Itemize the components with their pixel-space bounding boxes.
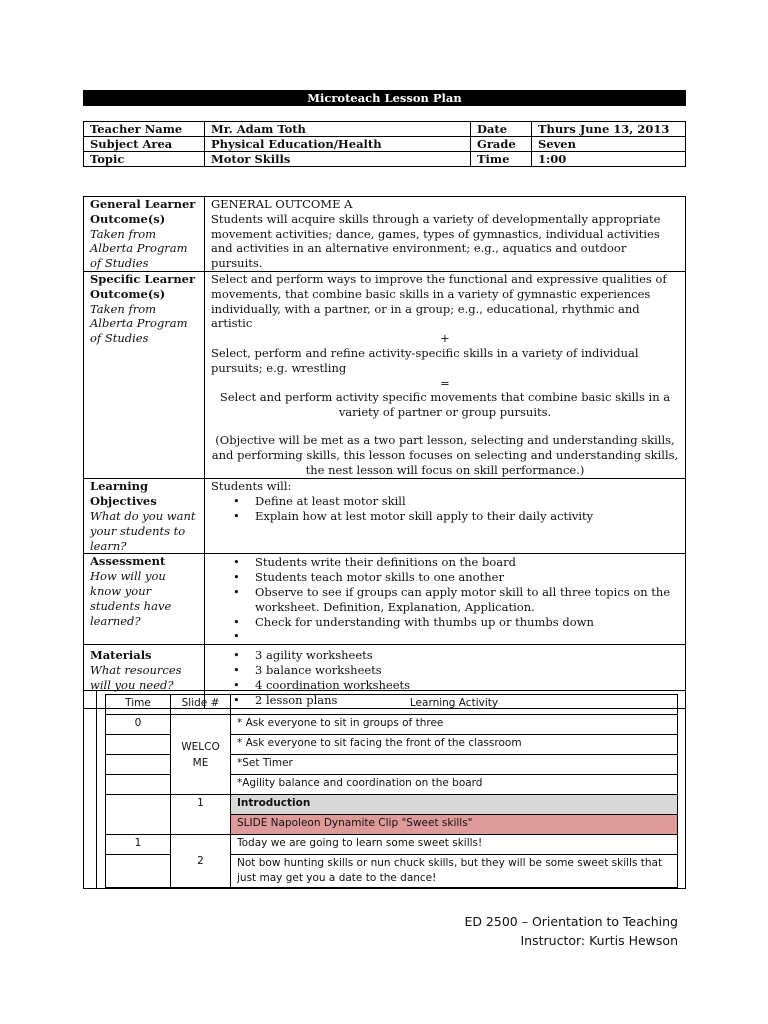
activity-row: Not bow hunting skills or nun chuck skills, but they will be some sweet skills that just may get you a date to the dance!: [231, 855, 678, 888]
general-outcome-label-cell: [84, 197, 205, 272]
time-cell: 1: [106, 835, 171, 855]
objectives-intro: Students will:: [211, 479, 292, 494]
specific-outcome-p1: Select and perform ways to improve the functional and expressive qualities of movements, that combine basic skills in a variety of gymnastic experiences individually, with a partner, or in a group; e.g., educational, rhythmic and artistic: [211, 271, 667, 331]
list-item: • Explain how at lest motor skill apply to their daily activity: [255, 509, 679, 524]
activity-row-slide-clip: SLIDE Napoleon Dynamite Clip "Sweet skills": [231, 815, 678, 835]
slide-cell: 2: [171, 835, 231, 888]
specific-outcome-label-cell: [84, 271, 205, 478]
list-item: [255, 629, 679, 644]
subject-label: Subject Area: [84, 137, 205, 152]
lesson-plan-table: [83, 196, 686, 709]
topic-label: Topic: [84, 152, 205, 167]
activity-row-introduction: Introduction: [231, 795, 678, 815]
footer-course: ED 2500 – Orientation to Teaching: [464, 914, 678, 929]
activity-row: *Agility balance and coordination on the board: [231, 775, 678, 795]
objectives-content: [205, 479, 686, 554]
specific-outcome-content: [205, 271, 686, 478]
time-cell: 0: [106, 715, 171, 735]
time-cell: [106, 775, 171, 795]
objectives-label: Learning Objectives: [90, 479, 157, 509]
list-item: • Observe to see if groups can apply motor skill to all three topics on the worksheet. Definition, Explanation, Application.: [255, 585, 679, 615]
date-label: Date: [471, 122, 532, 137]
page-title: Microteach Lesson Plan: [83, 90, 686, 106]
slide-cell: 1: [171, 795, 231, 835]
specific-outcome-p3: Select and perform activity specific movements that combine basic skills in a variety of partner or group pursuits.: [219, 390, 671, 420]
assessment-content: [205, 554, 686, 645]
specific-outcome-p2: Select, perform and refine activity-specific skills in a variety of individual pursuits; e.g. wrestling: [211, 345, 639, 375]
time-cell: [106, 755, 171, 775]
activity-row: * Ask everyone to sit facing the front of the classroom: [231, 735, 678, 755]
grade-value: Seven: [532, 137, 686, 152]
general-outcome-label: General Learner Outcome(s): [90, 197, 196, 226]
activity-table: [105, 694, 678, 888]
list-item: • Check for understanding with thumbs up or thumbs down: [255, 615, 679, 630]
general-outcome-sub: Taken from Alberta Program of Studies: [90, 226, 188, 271]
slide-cell-welcome: WELCO ME: [171, 715, 231, 795]
objectives-list: [211, 494, 679, 524]
date-value: Thurs June 13, 2013: [532, 122, 686, 137]
assessment-label: Assessment: [90, 554, 166, 569]
time-cell: [106, 735, 171, 755]
materials-sub: What resources will you need?: [90, 662, 182, 692]
plus-sign: +: [440, 331, 450, 346]
objectives-sub: What do you want your students to learn?: [90, 508, 196, 553]
teacher-value: Mr. Adam Toth: [205, 122, 471, 137]
time-cell: [106, 795, 171, 835]
general-outcome-content: [205, 197, 686, 272]
list-item: • 3 agility worksheets: [255, 648, 679, 663]
assessment-list: [211, 555, 679, 644]
general-outcome-text: Students will acquire skills through a variety of developmentally appropriate movement activities; dance, games, types of gymnastics, individual activities and activities in an alternative environment; e.g., aquatics and outdoor pursuits.: [211, 211, 661, 271]
frame-divider: [96, 691, 97, 888]
time-cell: [106, 855, 171, 888]
list-item: • Students teach motor skills to one another: [255, 570, 679, 585]
activity-row: Today we are going to learn some sweet skills!: [231, 835, 678, 855]
grade-label: Grade: [471, 137, 532, 152]
footer: [464, 912, 678, 950]
time-label: Time: [471, 152, 532, 167]
specific-outcome-sub: Taken from Alberta Program of Studies: [90, 301, 188, 346]
subject-value: Physical Education/Health: [205, 137, 471, 152]
list-item: • 3 balance worksheets: [255, 663, 679, 678]
list-item: • 2 lesson plans: [255, 693, 679, 708]
footer-instructor: Instructor: Kurtis Hewson: [520, 933, 678, 948]
col-slide-header: Slide #: [171, 695, 231, 715]
specific-outcome-label: Specific Learner Outcome(s): [90, 271, 196, 301]
col-activity-header: Learning Activity: [231, 695, 678, 715]
time-value: 1:00: [532, 152, 686, 167]
teacher-label: Teacher Name: [84, 122, 205, 137]
list-item: • Students write their definitions on the board: [255, 555, 679, 570]
col-time-header: Time: [106, 695, 171, 715]
activity-row: * Ask everyone to sit in groups of three: [231, 715, 678, 735]
assessment-label-cell: [84, 554, 205, 645]
list-item: • 4 coordination worksheets: [255, 678, 679, 693]
header-table: [83, 121, 686, 167]
general-outcome-heading: GENERAL OUTCOME A: [211, 197, 353, 211]
assessment-sub: How will you know your students have learned?: [90, 569, 172, 628]
materials-label: Materials: [90, 648, 152, 663]
list-item: • Define at least motor skill: [255, 494, 679, 509]
objectives-label-cell: [84, 479, 205, 554]
topic-value: Motor Skills: [205, 152, 471, 167]
equals-sign: =: [440, 375, 450, 390]
activity-row: *Set Timer: [231, 755, 678, 775]
specific-outcome-p4: (Objective will be met as a two part lesson, selecting and understanding skills, and performing skills, this lesson focuses on selecting and understanding skills, the nest lesson will focus on skill performance.): [211, 432, 679, 477]
